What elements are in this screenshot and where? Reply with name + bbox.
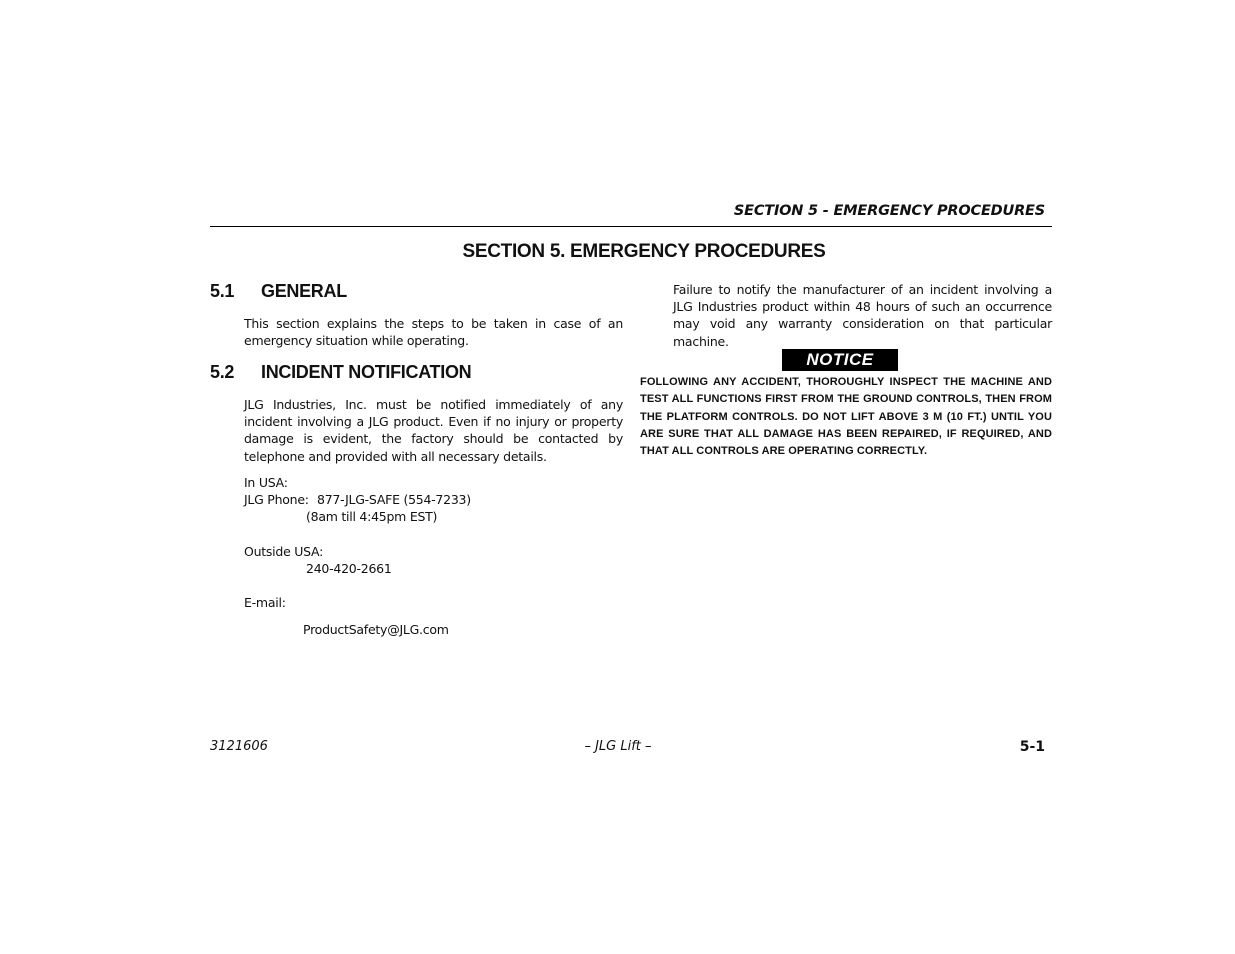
notice-badge: NOTICE <box>782 349 898 371</box>
heading-incident-title: INCIDENT NOTIFICATION <box>261 362 472 382</box>
email-address: ProductSafety@JLG.com <box>303 622 449 637</box>
email-label: E-mail: <box>244 595 286 610</box>
footer-page-number: 5-1 <box>1019 739 1045 755</box>
heading-general-title: GENERAL <box>261 281 347 301</box>
phone-number: 877-JLG-SAFE (554-7233) <box>317 492 471 507</box>
footer-doc-number: 3121606 <box>210 739 268 754</box>
outside-usa-number: 240-420-2661 <box>306 561 392 576</box>
notice-text: FOLLOWING ANY ACCIDENT, THOROUGHLY INSPECT THE MACHINE AND TEST ALL FUNCTIONS FIRST FROM THE GROUND CONTROLS, THEN FROM THE PLATFORM CONTROLS. DO NOT LIFT ABOVE 3 M (10 FT.) UNTIL YOU ARE SURE THAT ALL DAMAGE HAS BEEN REPAIRED, IF REQUIRED, AND THAT ALL CONTROLS ARE OPERATING CORRECTLY. <box>640 376 1052 458</box>
heading-general-number: 5.1 <box>210 281 235 301</box>
phone-hours: (8am till 4:45pm EST) <box>306 509 438 524</box>
heading-incident-number: 5.2 <box>210 362 235 382</box>
section-title: SECTION 5. EMERGENCY PROCEDURES <box>462 241 826 262</box>
general-body: This section explains the steps to be taken in case of an emergency situation while operating. <box>244 316 623 349</box>
running-header: SECTION 5 - EMERGENCY PROCEDURES <box>733 203 1045 219</box>
header-rule <box>210 226 1052 227</box>
outside-usa-label: Outside USA: <box>244 544 324 559</box>
heading-incident-notification <box>210 362 471 383</box>
phone-label: JLG Phone: <box>244 492 309 507</box>
failure-notice-text: Failure to notify the manufacturer of an incident involving a JLG Industries product within 48 hours of such an occurrence may void any warranty consideration on that particular machine. <box>673 282 1052 349</box>
heading-general <box>210 281 347 302</box>
incident-body: JLG Industries, Inc. must be notified immediately of any incident involving a JLG product. Even if no injury or property damage is evident, the factory should be contacted by telephone and provided with all necessary details. <box>244 397 623 464</box>
footer-center-title: – JLG Lift – <box>584 739 652 754</box>
in-usa-label: In USA: <box>244 475 288 490</box>
